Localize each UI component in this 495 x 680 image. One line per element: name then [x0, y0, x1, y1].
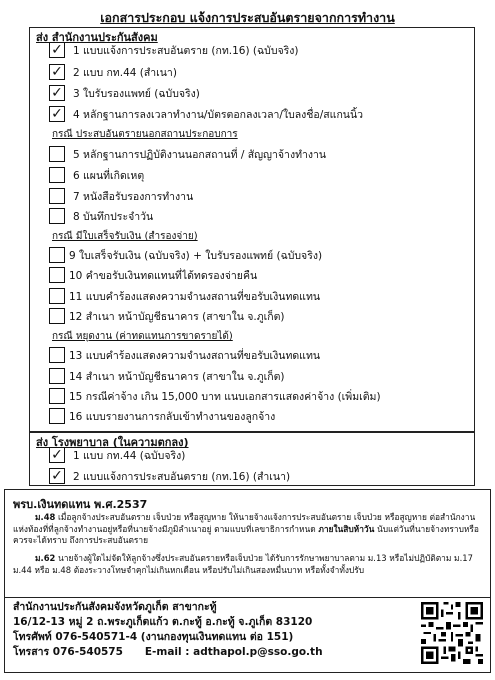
- subsection-heading: กรณี หยุดงาน (ค่าทดแทนการขาดรายได้): [52, 331, 233, 342]
- law-paragraph-m62: ม.62 นายจ้างผู้ใดไม่จัดให้ลูกจ้างซึ่งประสบอันตรายหรือเจ็บป่วย ได้รับการรักษาพยาบาลตาม ม.13 หรือไม่ปฏิบัติตาม ม.17 ม.44 หรือ ม.48 ต้องระวางโทษจำคุกไม่เกินหกเดือน หรือปรับไม่เกินสองหมื่นบาท หรือทั้งจำทั้งปรับ: [13, 553, 473, 575]
- subsection-heading: กรณี มีใบเสร็จรับเงิน (สำรองจ่าย): [52, 231, 198, 242]
- checklist-item[interactable]: 13 แบบคำร้องแสดงความจำนงสถานที่ขอรับเงินทดแทน: [49, 345, 320, 365]
- checklist-item[interactable]: ✓ 1 แบบ กท.44 (ฉบับจริง): [49, 445, 185, 465]
- subsection-heading: กรณี ประสบอันตรายนอกสถานประกอบการ: [52, 129, 238, 140]
- checkmark-icon: ✓: [51, 64, 63, 80]
- checkbox[interactable]: [49, 347, 65, 363]
- checklist-item[interactable]: 12 สำเนา หน้าบัญชีธนาคาร (สาขาใน จ.ภูเก็ต): [49, 306, 285, 326]
- checkbox[interactable]: [49, 247, 65, 263]
- checklist-item[interactable]: ✓ 4 หลักฐานการลงเวลาทำงาน/บัตรตอกลงเวลา/ใบลงชื่อ/สแกนนิ้ว: [49, 104, 363, 124]
- qr-code-icon: [421, 602, 483, 664]
- checkmark-icon: ✓: [51, 42, 63, 58]
- checklist-item[interactable]: 11 แบบคำร้องแสดงความจำนงสถานที่ขอรับเงินทดแทน: [49, 286, 320, 306]
- checkbox[interactable]: [49, 188, 65, 204]
- legal-contact-box: [4, 489, 491, 673]
- checkbox[interactable]: [49, 447, 65, 463]
- checkmark-icon: ✓: [51, 85, 63, 101]
- contact-block: [13, 600, 323, 660]
- checklist-item[interactable]: 10 คำขอรับเงินทดแทนที่ได้ทดรองจ่ายคืน: [49, 265, 257, 285]
- checkbox[interactable]: [49, 106, 65, 122]
- checkbox[interactable]: [49, 308, 65, 324]
- checklist-item[interactable]: ✓ 1 แบบแจ้งการประสบอันตราย (กท.16) (ฉบับจริง): [49, 40, 299, 60]
- checkbox[interactable]: [49, 64, 65, 80]
- checkbox[interactable]: [49, 468, 65, 484]
- checkmark-icon: ✓: [51, 106, 63, 122]
- document-title: เอกสารประกอบ แจ้งการประสบอันตรายจากการทำงาน: [100, 10, 395, 25]
- checkbox[interactable]: [49, 146, 65, 162]
- checkbox[interactable]: [49, 42, 65, 58]
- office-fax-email: โทรสาร 076-540575 E-mail : adthapol.p@sso.go.th: [13, 646, 323, 658]
- checklist-item[interactable]: 7 หนังสือรับรองการทำงาน: [49, 186, 193, 206]
- checkmark-icon: ✓: [51, 447, 63, 463]
- law-paragraph-m48: ม.48 เมื่อลูกจ้างประสบอันตราย เจ็บป่วย หรือสูญหาย ให้นายจ้างแจ้งการประสบอันตราย เจ็บป่วย หรือสูญหาย ต่อสำนักงานแห่งท้องที่ที่ลูกจ้างทำงานอยู่หรือที่นายจ้างมีภูมิลำเนาอยู่ ตามแบบที่เลขาธิการกำหนด ภายในสิบห้าวัน นับแต่วันที่นายจ้างทราบหรือควรจะได้ทราบ ถึงการประสบอันตราย: [13, 512, 479, 545]
- office-name: สำนักงานประกันสังคมจังหวัดภูเก็ต สาขากะทู้: [13, 601, 217, 613]
- checklist-item[interactable]: ✓ 2 แบบแจ้งการประสบอันตราย (กท.16) (สำเนา): [49, 466, 290, 486]
- checklist-item[interactable]: ✓ 2 แบบ กท.44 (สำเนา): [49, 62, 177, 82]
- checklist-item[interactable]: 16 แบบรายงานการกลับเข้าทำงานของลูกจ้าง: [49, 406, 275, 426]
- section-hospital-heading: ส่ง โรงพยาบาล (ในความตกลง): [36, 436, 189, 449]
- checkbox[interactable]: [49, 368, 65, 384]
- checklist-item[interactable]: ✓ 3 ใบรับรองแพทย์ (ฉบับจริง): [49, 83, 200, 103]
- checkbox[interactable]: [49, 267, 65, 283]
- law-title: พรบ.เงินทดแทน พ.ศ.2537: [13, 498, 148, 511]
- checkbox[interactable]: [49, 408, 65, 424]
- office-phone: โทรศัพท์ 076-540571-4 (งานกองทุนเงินทดแทน ต่อ 151): [13, 631, 294, 643]
- office-address: 16/12-13 หมู่ 2 ถ.พระภูเก็ตแก้ว ต.กะทู้ อ.กะทู้ จ.ภูเก็ต 83120: [13, 616, 313, 628]
- checkbox[interactable]: [49, 85, 65, 101]
- checklist-item[interactable]: 15 กรณีค่าจ้าง เกิน 15,000 บาท แนบเอกสารแสดงค่าจ้าง (เพิ่มเติม): [49, 386, 381, 406]
- checklist-item[interactable]: 6 แผนที่เกิดเหตุ: [49, 165, 144, 185]
- checklist-item[interactable]: 8 บันทึกประจำวัน: [49, 206, 153, 226]
- checklist-item[interactable]: 14 สำเนา หน้าบัญชีธนาคาร (สาขาใน จ.ภูเก็ต): [49, 366, 285, 386]
- checkbox[interactable]: [49, 208, 65, 224]
- checklist-item[interactable]: 5 หลักฐานการปฏิบัติงานนอกสถานที่ / สัญญาจ้างทำงาน: [49, 144, 326, 164]
- checkbox[interactable]: [49, 167, 65, 183]
- section-sso-heading: ส่ง สำนักงานประกันสังคม: [36, 31, 158, 44]
- checkbox[interactable]: [49, 288, 65, 304]
- divider: [5, 597, 490, 598]
- checklist-item[interactable]: 9 ใบเสร็จรับเงิน (ฉบับจริง) + ใบรับรองแพทย์ (ฉบับจริง): [49, 245, 322, 265]
- checkbox[interactable]: [49, 388, 65, 404]
- checkmark-icon: ✓: [51, 468, 63, 484]
